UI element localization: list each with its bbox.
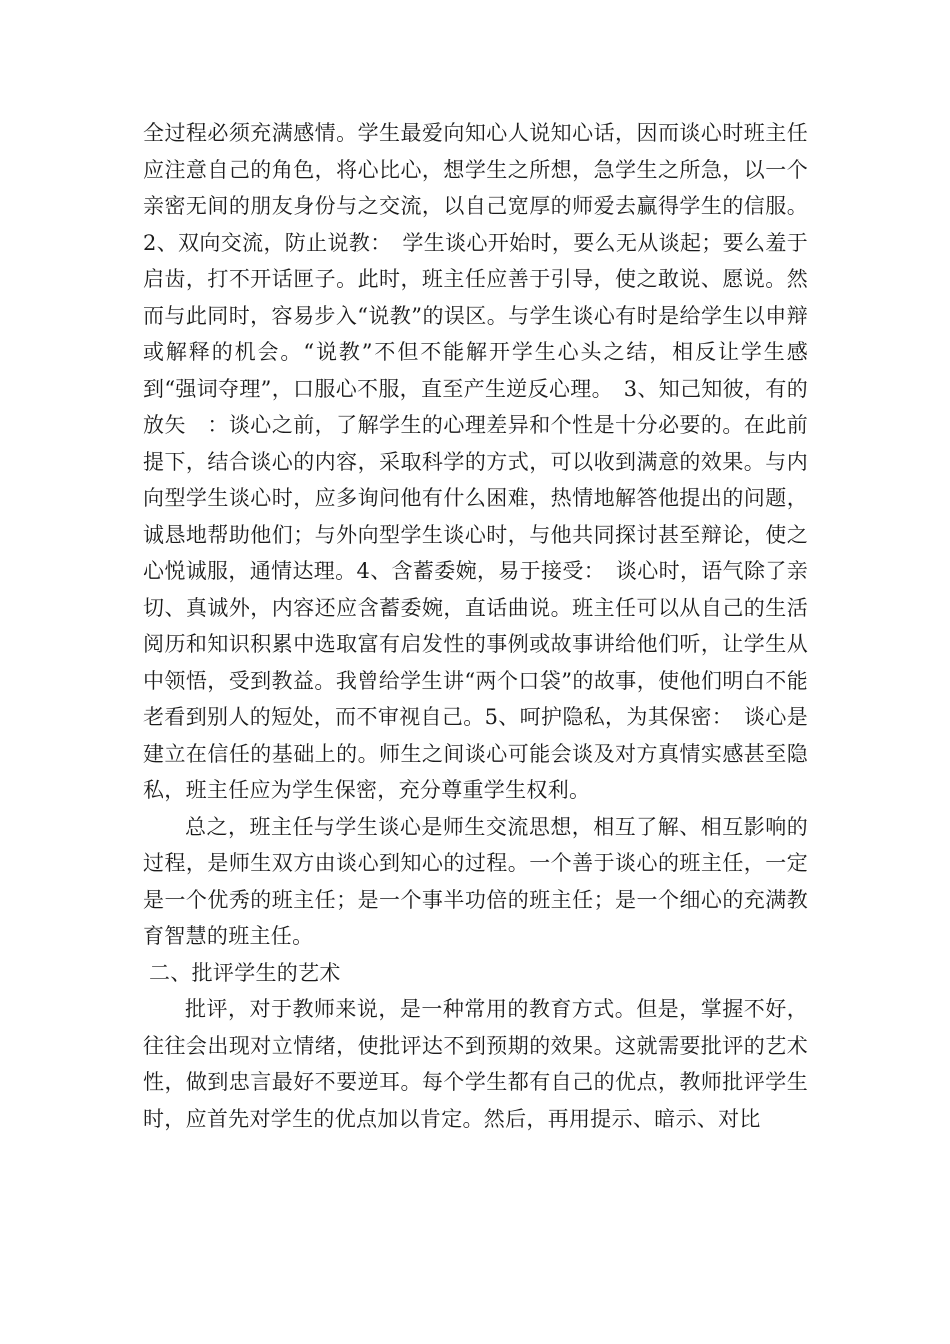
document-body bbox=[143, 115, 808, 1137]
paragraph-summary: 总之，班主任与学生谈心是师生交流思想，相互了解、相互影响的过程，是师生双方由谈心到知心的过程。一个善于谈心的班主任，一定是一个优秀的班主任；是一个事半功倍的班主任；是一个细心的充满教育智慧的班主任。 bbox=[143, 814, 808, 948]
paragraph-talk-methods: 全过程必须充满感情。学生最爱向知心人说知心话，因而谈心时班主任应注意自己的角色，将心比心，想学生之所想，急学生之所急，以一个亲密无间的朋友身份与之交流，以自己宽厚的师爱去赢得学生的信服。2、双向交流，防止说教： 学生谈心开始时，要么无从谈起；要么羞于启齿，打不开话匣子。此时，班主任应善于引导，使之敢说、愿说。然而与此同时，容易步入“说教”的误区。与学生谈心有时是给学生以申辩或解释的机会。“说教”不但不能解开学生心头之结，相反让学生感到“强词夺理”，口服心不服，直至产生逆反心理。 3、知己知彼，有的放矢 ：谈心之前，了解学生的心理差异和个性是十分必要的。在此前提下，结合谈心的内容，采取科学的方式，可以收到满意的效果。与内向型学生谈心时，应多询问他有什么困难，热情地解答他提出的问题，诚恳地帮助他们；与外向型学生谈心时，与他共同探讨甚至辩论，使之心悦诚服，通情达理。4、含蓄委婉，易于接受： 谈心时，语气除了亲切、真诚外，内容还应含蓄委婉，直话曲说。班主任可以从自己的生活阅历和知识积累中选取富有启发性的事例或故事讲给他们听，让学生从中领悟，受到教益。我曾给学生讲“两个口袋”的故事，使他们明白不能老看到别人的短处，而不审视自己。5、呵护隐私，为其保密： 谈心是建立在信任的基础上的。师生之间谈心可能会谈及对方真情实感甚至隐私，班主任应为学生保密，充分尊重学生权利。 bbox=[143, 121, 808, 802]
paragraph-criticism: 批评，对于教师来说，是一种常用的教育方式。但是，掌握不好，往往会出现对立情绪，使批评达不到预期的效果。这就需要批评的艺术性，做到忠言最好不要逆耳。每个学生都有自己的优点，教师批评学生时，应首先对学生的优点加以肯定。然后，再用提示、暗示、对比 bbox=[143, 997, 808, 1131]
section-heading: 二、批评学生的艺术 bbox=[149, 960, 341, 985]
